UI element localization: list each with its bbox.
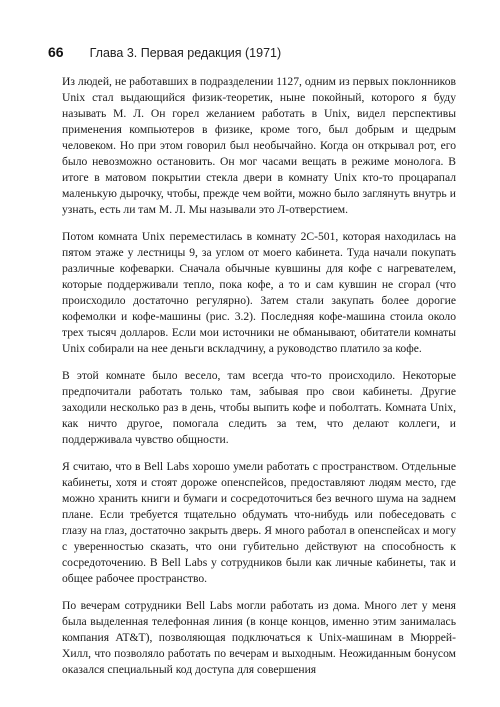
paragraph-3: В этой комнате было весело, там всегда что-то происходило. Некоторые предпочитали работать только там, забывая про свои кабинеты. Другие заходили несколько раз в день, чтобы выпить кофе и поболтать. Комната Unix, как ничто другое, помогала следить за тем, что делают коллеги, и поддерживала чувство общности. [62, 369, 456, 446]
paragraph-2: Потом комната Unix переместилась в комнату 2С-501, которая находилась на пятом этаже у лестницы 9, за углом от моего кабинета. Туда начали покупать различные кофеварки. Сначала обычные кувшины для кофе с нагревателем, которые поддерживали тепло, пока кофе, а то и сам кувшин не сгорал (что происходило достаточно регулярно). Затем стали закупать более дорогие кофемолки и кофе-машины (рис. 3.2). Последняя кофе-машина стоила около трех тысяч долларов. Если мои источники не обманывают, обитатели комнаты Unix собирали на нее деньги вскладчину, а руководство платило за кофе. [62, 230, 456, 355]
chapter-title: Глава 3. Первая редакция (1971) [89, 46, 282, 60]
paragraph-1: Из людей, не работавших в подразделении 1127, одним из первых поклонников Unix стал выдающийся физик-теоретик, ныне покойный, которого я буду называть М. Л. Он горел желанием работать в Unix, видел перспективы применения компьютеров в физике, кроме того, был добрым и щедрым человеком. Но при этом говорил был необычайно. Когда он открывал рот, его было невозможно остановить. Он мог часами вещать в режиме монолога. В итоге в матовом покрытии стекла двери в комнату Unix кто-то процарапал маленькую дырочку, чтобы, прежде чем войти, можно было заглянуть внутрь и узнать, есть ли там М. Л. Мы называли это Л-отверстием. [62, 75, 456, 216]
paragraph-5: По вечерам сотрудники Bell Labs могли работать из дома. Много лет у меня была выделенная телефонная линия (в конце концов, именно этим занималась компания AT&T), позволяющая подключаться к Unix-машинам в Мюррей-Хилл, что позволяло работать по вечерам и выходным. Неожиданным бонусом оказался специальный код доступа для совершения [62, 599, 456, 676]
body-text [62, 74, 456, 689]
page-number: 66 [48, 44, 64, 60]
running-header [48, 44, 456, 60]
paragraph-4: Я считаю, что в Bell Labs хорошо умели работать с пространством. Отдельные кабинеты, хотя и стоят дороже опенспейсов, предоставляют людям место, где можно хранить книги и бумаги и сосредоточиться без вечного шума на заднем плане. Если требуется тщательно обдумать что-нибудь или побеседовать с глазу на глаз, достаточно закрыть дверь. Я много работал в опенспейсах и могу с уверенностью сказать, что они губительно действуют на способность к сосредоточению. В Bell Labs у сотрудников были как личные кабинеты, так и общее рабочее пространство. [62, 460, 456, 585]
